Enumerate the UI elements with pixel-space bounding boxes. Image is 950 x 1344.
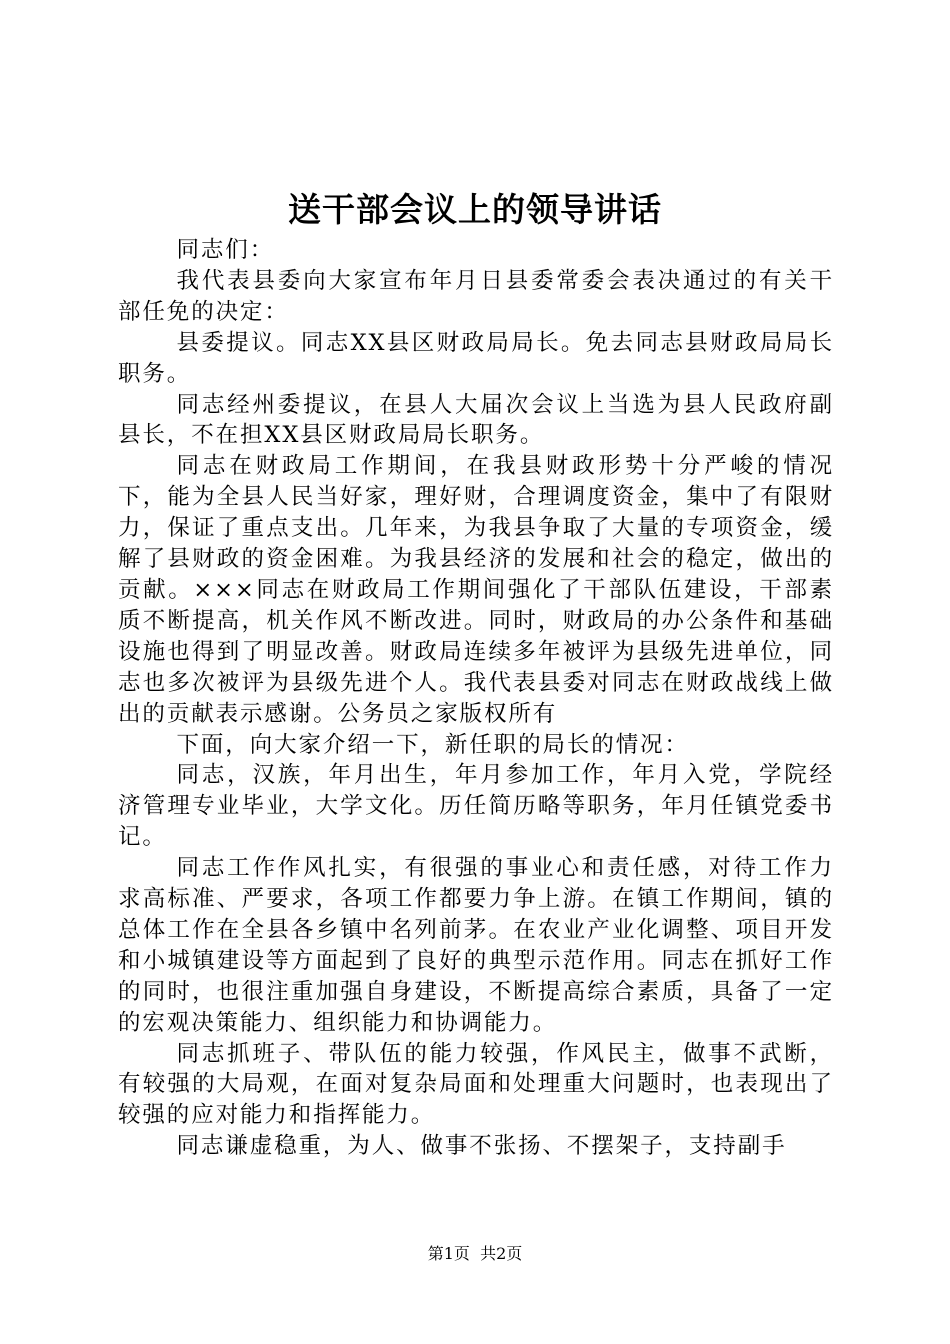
paragraph: 县委提议。同志XX县区财政局局长。免去同志县财政局局长职务。 (118, 329, 834, 387)
document-body (118, 235, 834, 1162)
paragraph: 同志谦虚稳重，为人、做事不张扬、不摆架子，支持副手 (176, 1133, 787, 1160)
paragraph: 同志经州委提议，在县人大届次会议上当选为县人民政府副县长，不在担XX县区财政局局长职务。 (118, 391, 834, 449)
paragraph: 我代表县委向大家宣布年月日县委常委会表决通过的有关干部任免的决定： (118, 267, 834, 325)
page-footer: 第1页 共2页 (427, 1244, 523, 1263)
paragraph: 同志工作作风扎实，有很强的事业心和责任感，对待工作力求高标准、严要求，各项工作都要力争上游。在镇工作期间，镇的总体工作在全县各乡镇中名列前茅。在农业产业化调整、项目开发和小城镇建设等方面起到了良好的典型示范作用。同志在抓好工作的同时，也很注重加强自身建设，不断提高综合素质，具备了一定的宏观决策能力、组织能力和协调能力。 (118, 855, 834, 1036)
paragraph: 同志，汉族，年月出生，年月参加工作，年月入党，学院经济管理专业毕业，大学文化。历任简历略等职务，年月任镇党委书记。 (118, 762, 834, 851)
document-title: 送干部会议上的领导讲话 (288, 190, 662, 229)
paragraph-salutation: 同志们： (176, 237, 275, 263)
paragraph: 下面，向大家介绍一下，新任职的局长的情况： (176, 731, 689, 758)
paragraph: 同志抓班子、带队伍的能力较强，作风民主，做事不武断，有较强的大局观，在面对复杂局面和处理重大问题时，也表现出了较强的应对能力和指挥能力。 (118, 1040, 834, 1129)
paragraph: 同志在财政局工作期间，在我县财政形势十分严峻的情况下，能为全县人民当好家，理好财，合理调度资金，集中了有限财力，保证了重点支出。几年来，为我县争取了大量的专项资金，缓解了县财政的资金困难。为我县经济的发展和社会的稳定，做出的贡献。×××同志在财政局工作期间强化了干部队伍建设，干部素质不断提高，机关作风不断改进。同时，财政局的办公条件和基础设施也得到了明显改善。财政局连续多年被评为县级先进单位，同志也多次被评为县级先进个人。我代表县委对同志在财政战线上做出的贡献表示感谢。公务员之家版权所有 (118, 453, 834, 727)
